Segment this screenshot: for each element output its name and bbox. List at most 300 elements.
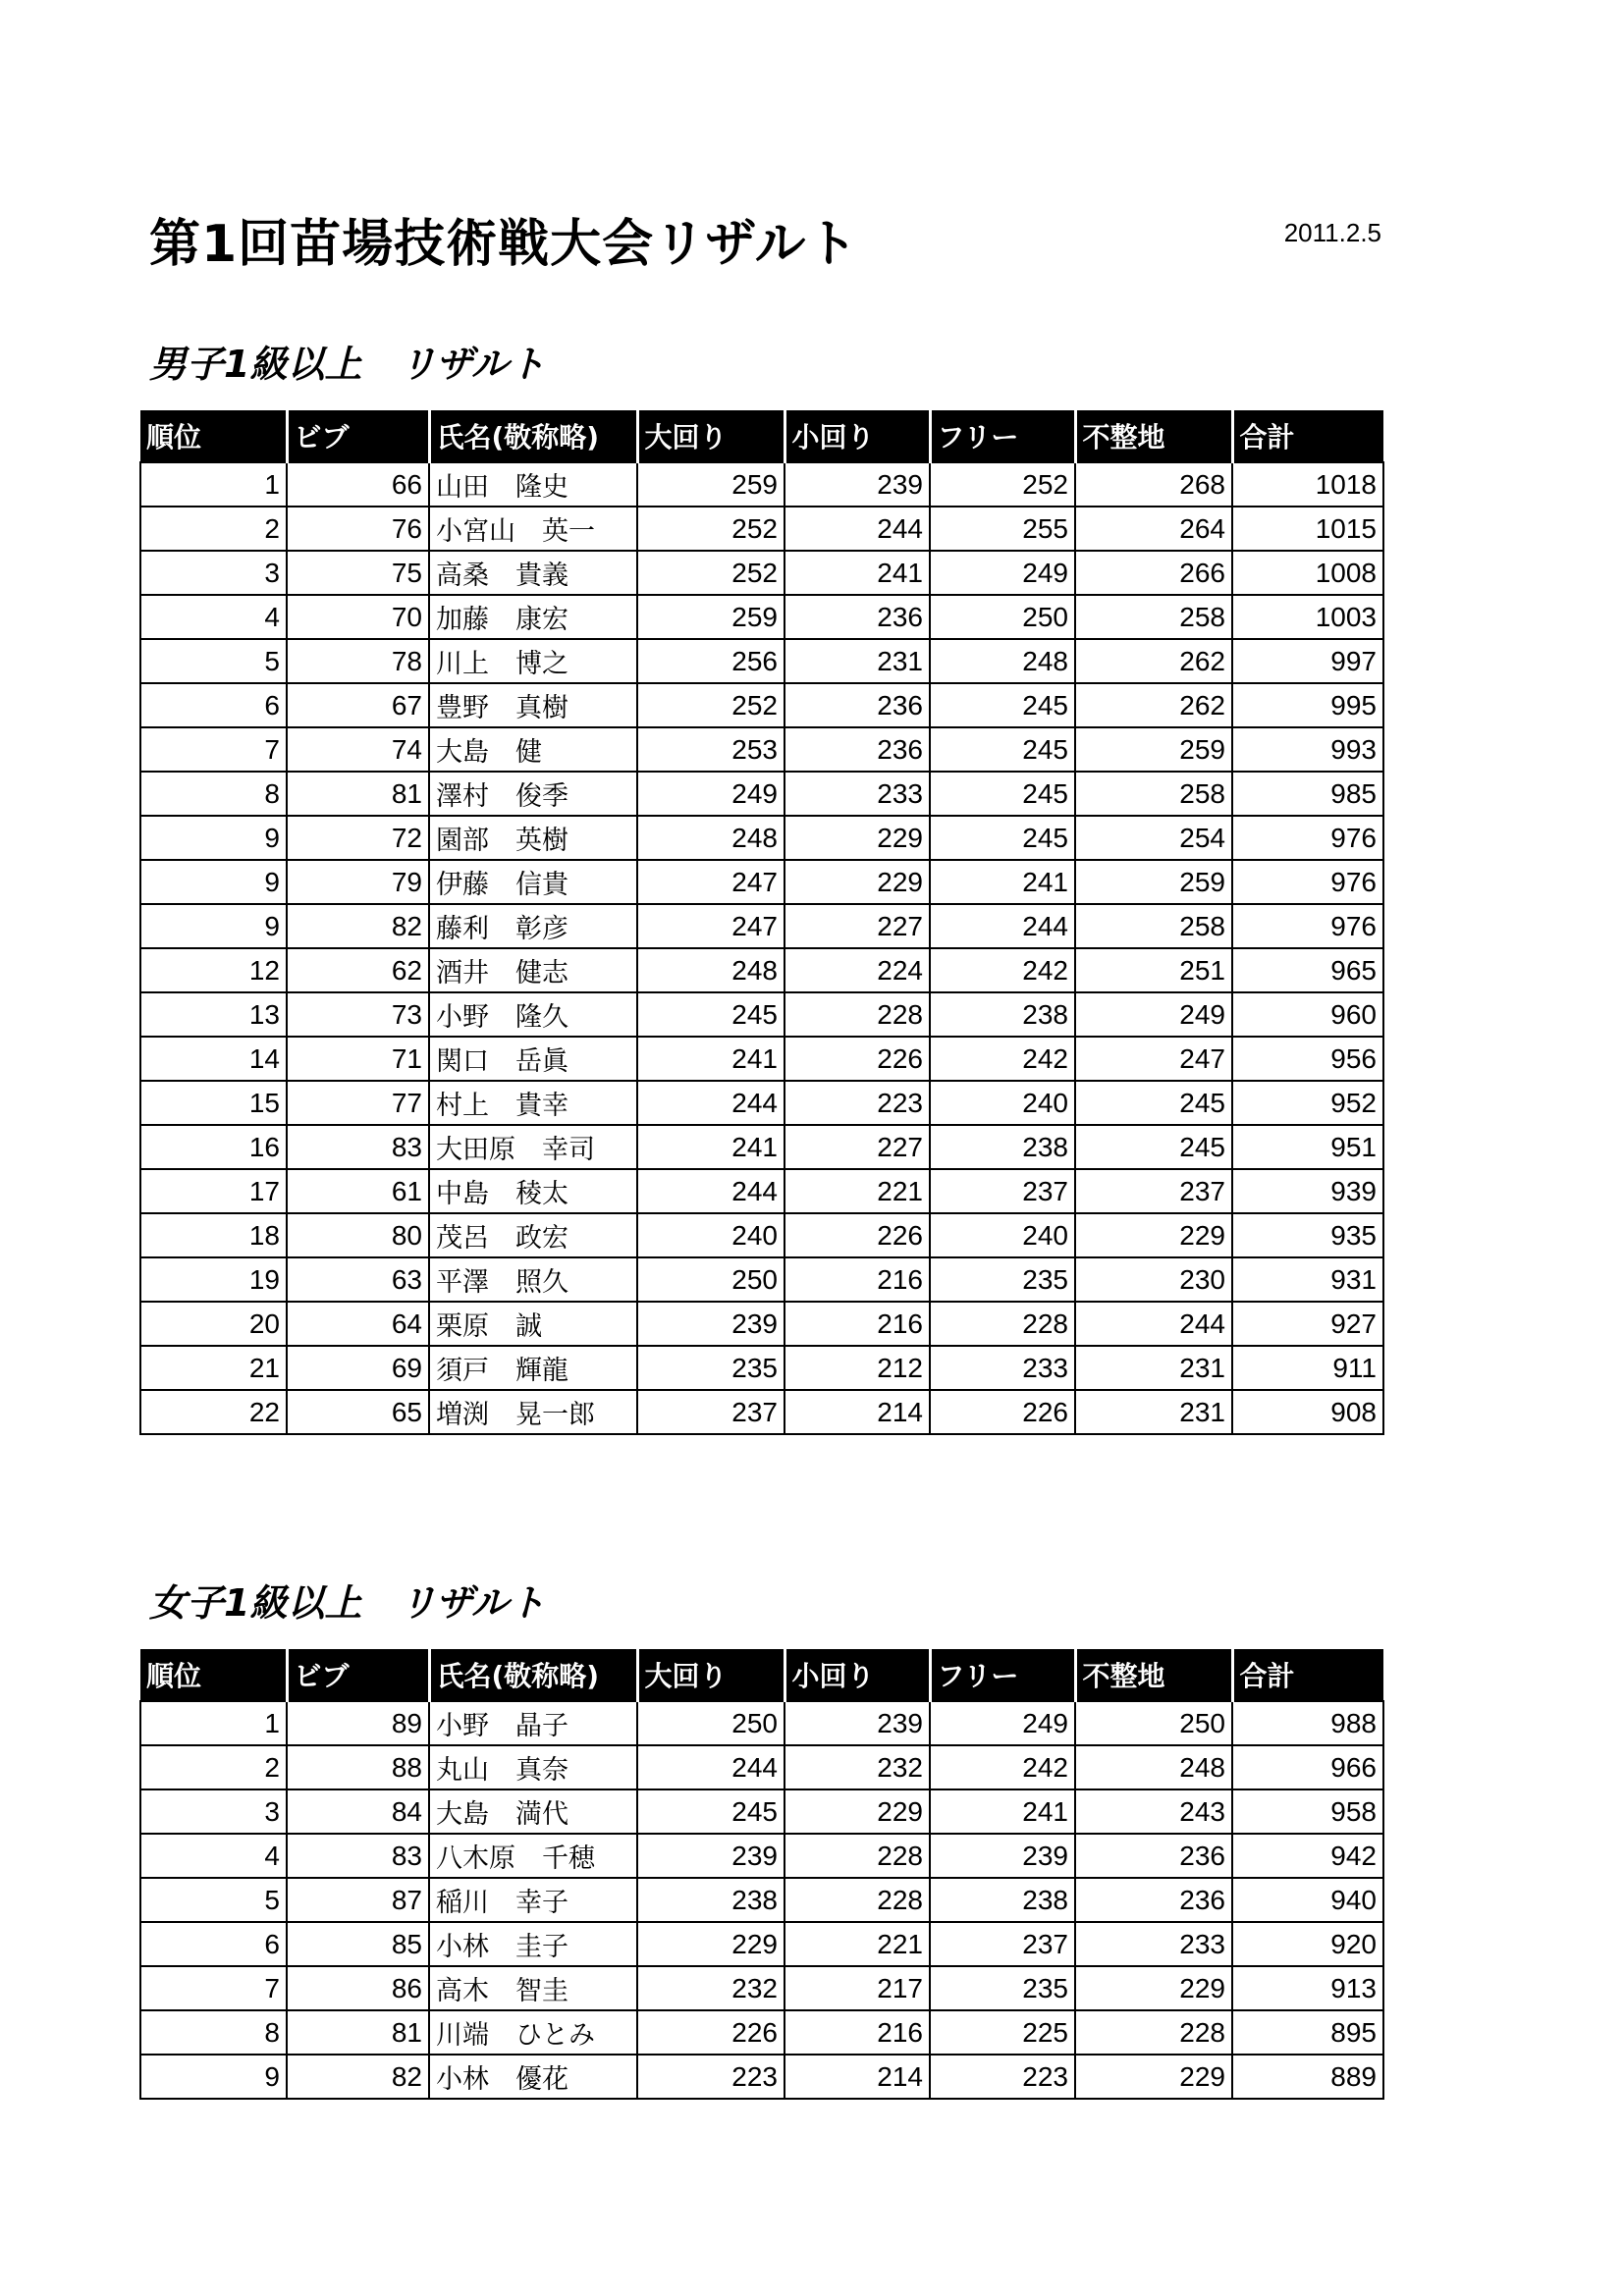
women-section-title: 女子1級以上 リザルト: [149, 1581, 546, 1625]
cell-total: 952: [1232, 1081, 1383, 1125]
cell-total: 1018: [1232, 462, 1383, 507]
cell-name: 小林 圭子: [429, 1922, 637, 1966]
cell-total: 956: [1232, 1037, 1383, 1081]
cell-name: 高桑 貴義: [429, 551, 637, 595]
cell-moguls: 254: [1075, 816, 1232, 860]
cell-giant-turn: 249: [637, 772, 784, 816]
cell-short-turn: 239: [784, 1701, 930, 1745]
cell-name: 栗原 誠: [429, 1302, 637, 1346]
cell-short-turn: 223: [784, 1081, 930, 1125]
cell-free: 225: [930, 2010, 1075, 2055]
cell-total: 895: [1232, 2010, 1383, 2055]
cell-rank: 8: [140, 772, 287, 816]
cell-moguls: 251: [1075, 948, 1232, 992]
cell-name: 山田 隆史: [429, 462, 637, 507]
cell-bib: 83: [287, 1834, 429, 1878]
cell-name: 酒井 健志: [429, 948, 637, 992]
column-header-moguls: 不整地: [1075, 1649, 1232, 1701]
cell-total: 976: [1232, 904, 1383, 948]
cell-total: 920: [1232, 1922, 1383, 1966]
table-row: [140, 1966, 1383, 2010]
table-row: [140, 816, 1383, 860]
cell-short-turn: 227: [784, 904, 930, 948]
cell-free: 242: [930, 1037, 1075, 1081]
cell-rank: 18: [140, 1213, 287, 1257]
cell-bib: 61: [287, 1169, 429, 1213]
cell-total: 976: [1232, 816, 1383, 860]
table-row: [140, 904, 1383, 948]
cell-bib: 81: [287, 2010, 429, 2055]
column-header-rank: 順位: [140, 410, 287, 462]
cell-bib: 69: [287, 1346, 429, 1390]
cell-giant-turn: 252: [637, 551, 784, 595]
cell-total: 965: [1232, 948, 1383, 992]
cell-free: 252: [930, 462, 1075, 507]
cell-short-turn: 244: [784, 507, 930, 551]
table-row: [140, 1789, 1383, 1834]
cell-rank: 3: [140, 1789, 287, 1834]
cell-free: 240: [930, 1213, 1075, 1257]
cell-free: 245: [930, 772, 1075, 816]
cell-total: 966: [1232, 1745, 1383, 1789]
table-row: [140, 551, 1383, 595]
cell-bib: 87: [287, 1878, 429, 1922]
cell-short-turn: 232: [784, 1745, 930, 1789]
cell-giant-turn: 244: [637, 1745, 784, 1789]
cell-moguls: 243: [1075, 1789, 1232, 1834]
cell-bib: 72: [287, 816, 429, 860]
cell-giant-turn: 239: [637, 1834, 784, 1878]
cell-bib: 65: [287, 1390, 429, 1434]
cell-free: 241: [930, 1789, 1075, 1834]
cell-moguls: 245: [1075, 1081, 1232, 1125]
cell-giant-turn: 252: [637, 683, 784, 727]
cell-giant-turn: 250: [637, 1257, 784, 1302]
cell-total: 942: [1232, 1834, 1383, 1878]
cell-short-turn: 221: [784, 1169, 930, 1213]
cell-bib: 67: [287, 683, 429, 727]
cell-bib: 81: [287, 772, 429, 816]
cell-giant-turn: 237: [637, 1390, 784, 1434]
cell-name: 増渕 晃一郎: [429, 1390, 637, 1434]
cell-name: 小野 隆久: [429, 992, 637, 1037]
cell-name: 園部 英樹: [429, 816, 637, 860]
cell-free: 240: [930, 1081, 1075, 1125]
cell-giant-turn: 238: [637, 1878, 784, 1922]
cell-giant-turn: 226: [637, 2010, 784, 2055]
cell-giant-turn: 241: [637, 1125, 784, 1169]
table-row: [140, 772, 1383, 816]
cell-giant-turn: 241: [637, 1037, 784, 1081]
cell-name: 大島 健: [429, 727, 637, 772]
cell-short-turn: 236: [784, 683, 930, 727]
cell-free: 244: [930, 904, 1075, 948]
men-section-title: 男子1級以上 リザルト: [149, 343, 546, 386]
cell-moguls: 268: [1075, 462, 1232, 507]
cell-free: 235: [930, 1966, 1075, 2010]
column-header-total: 合計: [1232, 410, 1383, 462]
cell-moguls: 230: [1075, 1257, 1232, 1302]
cell-giant-turn: 247: [637, 904, 784, 948]
table-row: [140, 595, 1383, 639]
cell-moguls: 229: [1075, 1966, 1232, 2010]
cell-free: 237: [930, 1922, 1075, 1966]
cell-moguls: 244: [1075, 1302, 1232, 1346]
cell-total: 997: [1232, 639, 1383, 683]
cell-short-turn: 217: [784, 1966, 930, 2010]
cell-moguls: 266: [1075, 551, 1232, 595]
table-row: [140, 2055, 1383, 2099]
cell-giant-turn: 248: [637, 816, 784, 860]
cell-bib: 86: [287, 1966, 429, 2010]
cell-free: 237: [930, 1169, 1075, 1213]
cell-free: 255: [930, 507, 1075, 551]
cell-name: 大島 満代: [429, 1789, 637, 1834]
cell-moguls: 259: [1075, 860, 1232, 904]
cell-moguls: 245: [1075, 1125, 1232, 1169]
cell-total: 911: [1232, 1346, 1383, 1390]
cell-total: 976: [1232, 860, 1383, 904]
cell-moguls: 259: [1075, 727, 1232, 772]
column-header-giant-turn: 大回り: [637, 410, 784, 462]
cell-giant-turn: 245: [637, 992, 784, 1037]
cell-short-turn: 214: [784, 2055, 930, 2099]
cell-rank: 21: [140, 1346, 287, 1390]
cell-name: 伊藤 信貴: [429, 860, 637, 904]
cell-total: 995: [1232, 683, 1383, 727]
table-row: [140, 1037, 1383, 1081]
cell-total: 1015: [1232, 507, 1383, 551]
cell-moguls: 247: [1075, 1037, 1232, 1081]
cell-name: 小宮山 英一: [429, 507, 637, 551]
table-row: [140, 1346, 1383, 1390]
cell-moguls: 248: [1075, 1745, 1232, 1789]
table-row: [140, 860, 1383, 904]
cell-short-turn: 233: [784, 772, 930, 816]
table-row: [140, 683, 1383, 727]
cell-free: 249: [930, 1701, 1075, 1745]
column-header-short-turn: 小回り: [784, 410, 930, 462]
cell-name: 茂呂 政宏: [429, 1213, 637, 1257]
cell-rank: 7: [140, 727, 287, 772]
cell-total: 993: [1232, 727, 1383, 772]
table-row: [140, 507, 1383, 551]
cell-rank: 17: [140, 1169, 287, 1213]
column-header-short-turn: 小回り: [784, 1649, 930, 1701]
cell-giant-turn: 256: [637, 639, 784, 683]
cell-moguls: 231: [1075, 1390, 1232, 1434]
cell-free: 238: [930, 1125, 1075, 1169]
cell-name: 関口 岳眞: [429, 1037, 637, 1081]
cell-name: 川端 ひとみ: [429, 2010, 637, 2055]
cell-short-turn: 229: [784, 816, 930, 860]
cell-total: 940: [1232, 1878, 1383, 1922]
cell-short-turn: 216: [784, 1302, 930, 1346]
cell-free: 245: [930, 727, 1075, 772]
column-header-total: 合計: [1232, 1649, 1383, 1701]
cell-short-turn: 241: [784, 551, 930, 595]
cell-giant-turn: 250: [637, 1701, 784, 1745]
column-header-giant-turn: 大回り: [637, 1649, 784, 1701]
cell-giant-turn: 253: [637, 727, 784, 772]
document-date: 2011.2.5: [1283, 218, 1381, 247]
cell-short-turn: 226: [784, 1213, 930, 1257]
table-row: [140, 1213, 1383, 1257]
women-results-table: [139, 1649, 1384, 2100]
cell-bib: 75: [287, 551, 429, 595]
cell-total: 960: [1232, 992, 1383, 1037]
cell-free: 233: [930, 1346, 1075, 1390]
cell-moguls: 231: [1075, 1346, 1232, 1390]
table-row: [140, 1081, 1383, 1125]
cell-free: 238: [930, 992, 1075, 1037]
cell-free: 223: [930, 2055, 1075, 2099]
cell-giant-turn: 232: [637, 1966, 784, 2010]
table-row: [140, 1302, 1383, 1346]
cell-short-turn: 228: [784, 1834, 930, 1878]
cell-name: 澤村 俊季: [429, 772, 637, 816]
cell-bib: 74: [287, 727, 429, 772]
cell-moguls: 229: [1075, 2055, 1232, 2099]
column-header-bib: ビブ: [287, 1649, 429, 1701]
cell-free: 239: [930, 1834, 1075, 1878]
cell-giant-turn: 240: [637, 1213, 784, 1257]
cell-rank: 16: [140, 1125, 287, 1169]
cell-bib: 78: [287, 639, 429, 683]
table-row: [140, 1257, 1383, 1302]
cell-name: 丸山 真奈: [429, 1745, 637, 1789]
table-row: [140, 1125, 1383, 1169]
cell-moguls: 258: [1075, 595, 1232, 639]
cell-name: 藤利 彰彦: [429, 904, 637, 948]
table-header-row: [140, 1649, 1383, 1701]
cell-rank: 9: [140, 2055, 287, 2099]
cell-bib: 88: [287, 1745, 429, 1789]
cell-name: 八木原 千穂: [429, 1834, 637, 1878]
cell-rank: 1: [140, 462, 287, 507]
cell-short-turn: 236: [784, 727, 930, 772]
column-header-rank: 順位: [140, 1649, 287, 1701]
cell-total: 939: [1232, 1169, 1383, 1213]
cell-rank: 9: [140, 860, 287, 904]
cell-rank: 5: [140, 1878, 287, 1922]
cell-name: 豊野 真樹: [429, 683, 637, 727]
table-row: [140, 1878, 1383, 1922]
table-row: [140, 639, 1383, 683]
cell-giant-turn: 252: [637, 507, 784, 551]
men-results-table: [139, 410, 1384, 1435]
column-header-moguls: 不整地: [1075, 410, 1232, 462]
cell-bib: 84: [287, 1789, 429, 1834]
cell-total: 988: [1232, 1701, 1383, 1745]
cell-bib: 70: [287, 595, 429, 639]
cell-bib: 76: [287, 507, 429, 551]
cell-free: 245: [930, 816, 1075, 860]
cell-moguls: 249: [1075, 992, 1232, 1037]
cell-total: 913: [1232, 1966, 1383, 2010]
page-title: 第1回苗場技術戦大会リザルト: [149, 215, 859, 274]
cell-rank: 9: [140, 904, 287, 948]
cell-rank: 22: [140, 1390, 287, 1434]
cell-rank: 6: [140, 683, 287, 727]
cell-bib: 63: [287, 1257, 429, 1302]
cell-free: 235: [930, 1257, 1075, 1302]
cell-giant-turn: 248: [637, 948, 784, 992]
cell-name: 稲川 幸子: [429, 1878, 637, 1922]
cell-bib: 73: [287, 992, 429, 1037]
cell-total: 1008: [1232, 551, 1383, 595]
column-header-name: 氏名(敬称略): [429, 1649, 637, 1701]
cell-rank: 20: [140, 1302, 287, 1346]
cell-name: 平澤 照久: [429, 1257, 637, 1302]
table-row: [140, 727, 1383, 772]
table-row: [140, 2010, 1383, 2055]
cell-short-turn: 224: [784, 948, 930, 992]
cell-bib: 89: [287, 1701, 429, 1745]
cell-moguls: 233: [1075, 1922, 1232, 1966]
cell-bib: 80: [287, 1213, 429, 1257]
cell-giant-turn: 229: [637, 1922, 784, 1966]
cell-free: 238: [930, 1878, 1075, 1922]
table-row: [140, 948, 1383, 992]
table-row: [140, 462, 1383, 507]
cell-free: 248: [930, 639, 1075, 683]
cell-rank: 13: [140, 992, 287, 1037]
column-header-free: フリー: [930, 410, 1075, 462]
cell-giant-turn: 245: [637, 1789, 784, 1834]
cell-total: 889: [1232, 2055, 1383, 2099]
table-row: [140, 1169, 1383, 1213]
cell-free: 245: [930, 683, 1075, 727]
cell-giant-turn: 244: [637, 1081, 784, 1125]
cell-rank: 9: [140, 816, 287, 860]
cell-total: 985: [1232, 772, 1383, 816]
table-row: [140, 1834, 1383, 1878]
cell-name: 加藤 康宏: [429, 595, 637, 639]
cell-rank: 2: [140, 507, 287, 551]
cell-giant-turn: 247: [637, 860, 784, 904]
cell-name: 村上 貴幸: [429, 1081, 637, 1125]
cell-giant-turn: 259: [637, 595, 784, 639]
cell-total: 931: [1232, 1257, 1383, 1302]
cell-rank: 4: [140, 1834, 287, 1878]
cell-bib: 71: [287, 1037, 429, 1081]
cell-moguls: 236: [1075, 1834, 1232, 1878]
cell-short-turn: 212: [784, 1346, 930, 1390]
cell-total: 951: [1232, 1125, 1383, 1169]
cell-free: 242: [930, 1745, 1075, 1789]
cell-rank: 14: [140, 1037, 287, 1081]
column-header-free: フリー: [930, 1649, 1075, 1701]
cell-rank: 6: [140, 1922, 287, 1966]
cell-short-turn: 216: [784, 1257, 930, 1302]
table-row: [140, 1745, 1383, 1789]
cell-giant-turn: 239: [637, 1302, 784, 1346]
cell-total: 1003: [1232, 595, 1383, 639]
table-header-row: [140, 410, 1383, 462]
cell-short-turn: 227: [784, 1125, 930, 1169]
cell-moguls: 236: [1075, 1878, 1232, 1922]
cell-rank: 3: [140, 551, 287, 595]
cell-giant-turn: 259: [637, 462, 784, 507]
cell-name: 高木 智圭: [429, 1966, 637, 2010]
cell-short-turn: 228: [784, 1878, 930, 1922]
cell-name: 小林 優花: [429, 2055, 637, 2099]
cell-total: 927: [1232, 1302, 1383, 1346]
cell-short-turn: 226: [784, 1037, 930, 1081]
cell-rank: 1: [140, 1701, 287, 1745]
table-row: [140, 1390, 1383, 1434]
cell-short-turn: 228: [784, 992, 930, 1037]
cell-rank: 19: [140, 1257, 287, 1302]
cell-bib: 62: [287, 948, 429, 992]
cell-short-turn: 231: [784, 639, 930, 683]
cell-rank: 5: [140, 639, 287, 683]
cell-short-turn: 216: [784, 2010, 930, 2055]
cell-rank: 8: [140, 2010, 287, 2055]
column-header-name: 氏名(敬称略): [429, 410, 637, 462]
cell-rank: 2: [140, 1745, 287, 1789]
cell-moguls: 228: [1075, 2010, 1232, 2055]
cell-bib: 85: [287, 1922, 429, 1966]
cell-moguls: 258: [1075, 904, 1232, 948]
cell-bib: 82: [287, 2055, 429, 2099]
cell-moguls: 237: [1075, 1169, 1232, 1213]
cell-moguls: 262: [1075, 683, 1232, 727]
cell-bib: 66: [287, 462, 429, 507]
cell-name: 川上 博之: [429, 639, 637, 683]
cell-giant-turn: 223: [637, 2055, 784, 2099]
cell-bib: 82: [287, 904, 429, 948]
cell-short-turn: 229: [784, 860, 930, 904]
cell-short-turn: 239: [784, 462, 930, 507]
cell-bib: 79: [287, 860, 429, 904]
cell-moguls: 262: [1075, 639, 1232, 683]
cell-name: 中島 稜太: [429, 1169, 637, 1213]
cell-free: 249: [930, 551, 1075, 595]
cell-bib: 77: [287, 1081, 429, 1125]
cell-free: 226: [930, 1390, 1075, 1434]
table-row: [140, 1701, 1383, 1745]
cell-rank: 7: [140, 1966, 287, 2010]
cell-name: 須戸 輝龍: [429, 1346, 637, 1390]
cell-short-turn: 221: [784, 1922, 930, 1966]
cell-rank: 12: [140, 948, 287, 992]
column-header-bib: ビブ: [287, 410, 429, 462]
cell-name: 大田原 幸司: [429, 1125, 637, 1169]
cell-short-turn: 214: [784, 1390, 930, 1434]
cell-moguls: 229: [1075, 1213, 1232, 1257]
cell-total: 908: [1232, 1390, 1383, 1434]
cell-rank: 4: [140, 595, 287, 639]
cell-bib: 83: [287, 1125, 429, 1169]
cell-free: 242: [930, 948, 1075, 992]
cell-moguls: 258: [1075, 772, 1232, 816]
cell-total: 958: [1232, 1789, 1383, 1834]
cell-total: 935: [1232, 1213, 1383, 1257]
cell-moguls: 250: [1075, 1701, 1232, 1745]
cell-bib: 64: [287, 1302, 429, 1346]
cell-moguls: 264: [1075, 507, 1232, 551]
table-row: [140, 1922, 1383, 1966]
table-row: [140, 992, 1383, 1037]
cell-giant-turn: 235: [637, 1346, 784, 1390]
cell-short-turn: 236: [784, 595, 930, 639]
cell-free: 250: [930, 595, 1075, 639]
cell-giant-turn: 244: [637, 1169, 784, 1213]
cell-rank: 15: [140, 1081, 287, 1125]
cell-short-turn: 229: [784, 1789, 930, 1834]
